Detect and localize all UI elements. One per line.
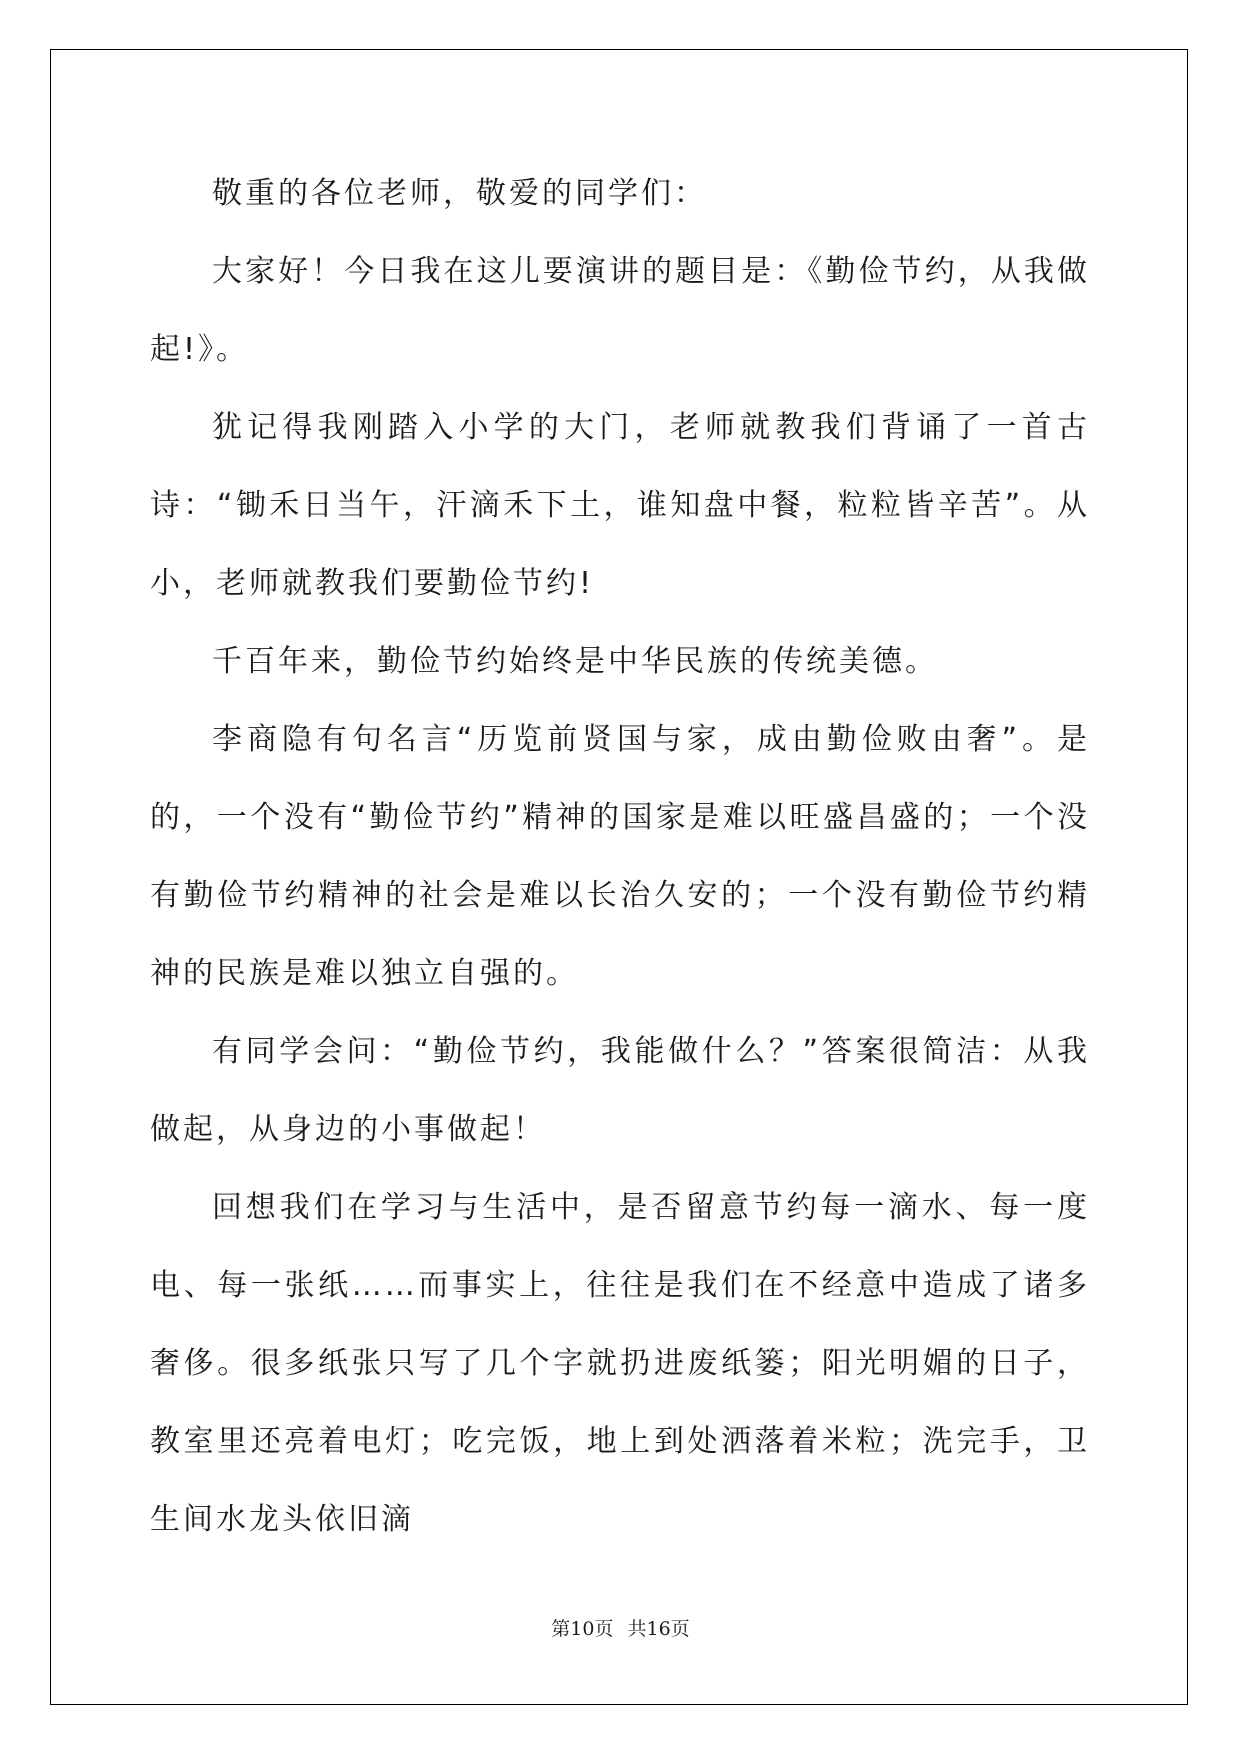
paragraph-greeting: 大家好！今日我在这儿要演讲的题目是：《勤俭节约，从我做起!》。 bbox=[150, 254, 1090, 367]
page-footer bbox=[0, 1614, 1241, 1641]
paragraph-reflection: 回想我们在学习与生活中，是否留意节约每一滴水、每一度电、每一张纸……而事实上，往往是我们在不经意中造成了诸多奢侈。很多纸张只写了几个字就扔进废纸篓；阳光明媚的日子，教室里还亮着电灯；吃完饭，地上到处洒落着米粒；洗完手，卫生间水龙头依旧滴 bbox=[150, 1190, 1090, 1537]
paragraph-quote: 李商隐有句名言“历览前贤国与家，成由勤俭败由奢”。是的，一个没有“勤俭节约”精神的国家是难以旺盛昌盛的；一个没有勤俭节约精神的社会是难以长治久安的；一个没有勤俭节约精神的民族是难以独立自强的。 bbox=[150, 722, 1090, 991]
paragraph-salutation: 敬重的各位老师，敬爱的同学们： bbox=[212, 176, 707, 211]
page-number-current: 第10页 bbox=[551, 1618, 614, 1640]
paragraph-tradition: 千百年来，勤俭节约始终是中华民族的传统美德。 bbox=[212, 644, 938, 679]
paragraph-poem: 犹记得我刚踏入小学的大门，老师就教我们背诵了一首古诗：“锄禾日当午，汗滴禾下土，谁知盘中餐，粒粒皆辛苦”。从小，老师就教我们要勤俭节约! bbox=[150, 410, 1090, 601]
document-body bbox=[150, 155, 1090, 1559]
page-number-total: 共16页 bbox=[627, 1618, 690, 1640]
paragraph-question: 有同学会问：“勤俭节约，我能做什么？”答案很简洁：从我做起，从身边的小事做起！ bbox=[150, 1034, 1090, 1147]
